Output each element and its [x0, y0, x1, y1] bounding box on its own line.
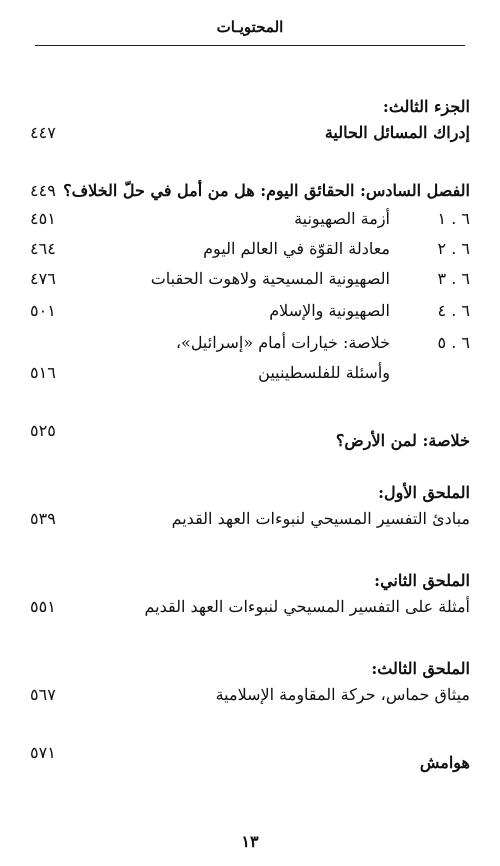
section-page: ٥٠١ — [30, 301, 56, 320]
appendix-title: ميثاق حماس، حركة المقاومة الإسلامية — [215, 685, 470, 704]
part-title: إدراك المسائل الحالية — [324, 123, 470, 142]
chapter-row — [30, 178, 470, 204]
section-row-continued — [30, 360, 470, 386]
chapter-page: ٤٤٩ — [30, 181, 56, 200]
section-row — [30, 236, 470, 262]
appendix-label: الملحق الأول: — [378, 483, 470, 502]
appendix-title-row — [30, 594, 470, 620]
appendix-page: ٥٣٩ — [30, 509, 56, 528]
section-page: ٤٧٦ — [30, 269, 56, 288]
section-title: معادلة القوّة في العالم اليوم — [203, 239, 390, 258]
section-number: ٦ . ٥ — [437, 333, 470, 352]
part-page: ٤٤٧ — [30, 123, 56, 142]
appendix-title: مبادئ التفسير المسيحي لنبوءات العهد القديم — [171, 509, 470, 528]
appendix-label: الملحق الثالث: — [371, 659, 470, 678]
section-title: أزمة الصهيونية — [294, 209, 390, 228]
section-number: ٦ . ٣ — [437, 269, 470, 288]
conclusion-title: خلاصة: لمن الأرض؟ — [335, 431, 470, 450]
conclusion-page: ٥٢٥ — [30, 421, 56, 440]
section-page: ٤٦٤ — [30, 239, 56, 258]
section-row — [30, 266, 470, 292]
section-page: ٤٥١ — [30, 209, 56, 228]
appendix-label-row — [30, 656, 470, 682]
notes-page: ٥٧١ — [30, 743, 56, 762]
header-rule — [35, 45, 465, 46]
section-number: ٦ . ٢ — [437, 239, 470, 258]
part-title-row — [30, 120, 470, 146]
section-number: ٦ . ١ — [437, 209, 470, 228]
part-label-row — [30, 94, 470, 120]
appendix-title-row — [30, 682, 470, 708]
appendix-label-row — [30, 568, 470, 594]
section-title: الصهيونية والإسلام — [269, 301, 390, 320]
notes-row — [30, 740, 470, 772]
appendix-label-row — [30, 480, 470, 506]
section-number: ٦ . ٤ — [437, 301, 470, 320]
appendix-title: أمثلة على التفسير المسيحي لنبوءات العهد القديم — [144, 597, 470, 616]
appendix-title-row — [30, 506, 470, 532]
notes-title: هوامش — [419, 753, 470, 772]
section-row — [30, 206, 470, 232]
section-row — [30, 330, 470, 356]
appendix-page: ٥٦٧ — [30, 685, 56, 704]
section-title-line2: وأسئلة للفلسطينيين — [258, 363, 390, 382]
conclusion-row — [30, 418, 470, 450]
running-head: المحتويـات — [216, 18, 284, 36]
section-title: الصهيونية المسيحية ولاهوت الحقبات — [150, 269, 390, 288]
chapter-title: الفصل السادس: الحقائق اليوم: هل من أمل في حلّ الخلاف؟ — [63, 181, 470, 200]
page-number: ١٣ — [241, 832, 259, 851]
section-row — [30, 298, 470, 324]
part-label: الجزء الثالث: — [382, 97, 470, 116]
section-title: خلاصة: خيارات أمام «إسرائيل»، — [175, 333, 390, 352]
appendix-page: ٥٥١ — [30, 597, 56, 616]
appendix-label: الملحق الثاني: — [374, 571, 470, 590]
section-page: ٥١٦ — [30, 363, 56, 382]
